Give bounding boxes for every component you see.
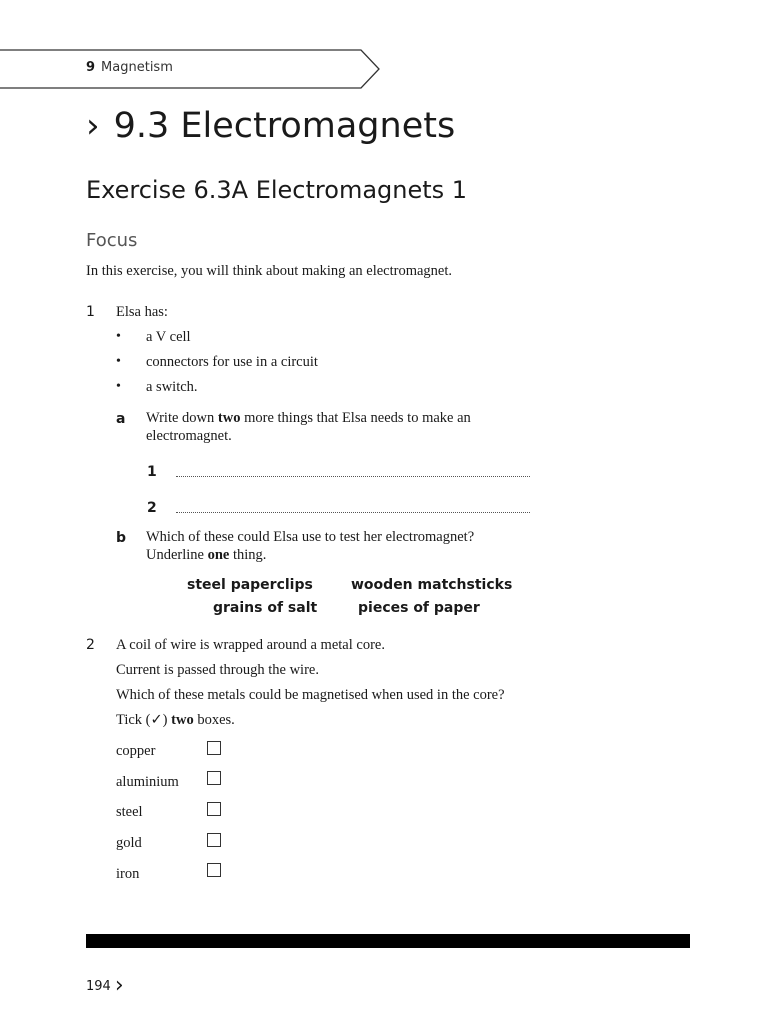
page-number: 194 › — [86, 973, 124, 998]
footer-bar — [86, 934, 690, 948]
option-pieces-of-paper[interactable]: pieces of paper — [358, 600, 480, 616]
checkbox-aluminium[interactable] — [207, 771, 221, 785]
question-2-instruction: Tick (✓) two boxes. — [116, 712, 235, 728]
question-1-number: 1 — [86, 304, 95, 320]
checkbox-gold[interactable] — [207, 833, 221, 847]
question-1-stem: Elsa has: — [116, 304, 168, 320]
answer-line-1[interactable] — [176, 476, 530, 477]
metal-label-iron: iron — [116, 866, 140, 882]
section-title — [86, 106, 455, 146]
bullet-icon: • — [116, 329, 121, 344]
option-grains-of-salt[interactable]: grains of salt — [213, 600, 318, 616]
question-2-line: Which of these metals could be magnetised when used in the core? — [116, 687, 505, 703]
part-a-text: Write down two more things that Elsa needs to make an electromagnet. — [146, 410, 471, 444]
tick-icon: ✓ — [150, 712, 163, 728]
question-2-number: 2 — [86, 637, 95, 653]
answer-line-2[interactable] — [176, 512, 530, 513]
part-b-letter: b — [116, 530, 127, 546]
part-b-line-2: Underline one thing. — [146, 547, 267, 563]
checkbox-copper[interactable] — [207, 741, 221, 755]
metal-label-steel: steel — [116, 804, 143, 820]
section-title-text: 9.3 Electromagnets — [113, 106, 456, 146]
focus-intro: In this exercise, you will think about making an electromagnet. — [86, 263, 453, 279]
focus-heading: Focus — [86, 230, 138, 251]
chapter-header — [86, 60, 173, 75]
chapter-title: Magnetism — [101, 60, 173, 75]
option-steel-paperclips[interactable]: steel paperclips — [187, 577, 313, 593]
chapter-number: 9 — [86, 60, 96, 75]
answer-label-1: 1 — [147, 464, 157, 480]
chevron-right-icon: › — [86, 106, 100, 146]
metal-label-gold: gold — [116, 835, 142, 851]
option-wooden-matchsticks[interactable]: wooden matchsticks — [351, 577, 513, 593]
chapter-header-tab — [0, 49, 380, 89]
bullet-item: a V cell — [146, 329, 191, 345]
bullet-item: a switch. — [146, 379, 198, 395]
bullet-item: connectors for use in a circuit — [146, 354, 318, 370]
checkbox-iron[interactable] — [207, 863, 221, 877]
question-2-line: A coil of wire is wrapped around a metal core. — [116, 637, 385, 653]
bullet-icon: • — [116, 379, 121, 394]
bullet-icon: • — [116, 354, 121, 369]
metal-label-copper: copper — [116, 743, 156, 759]
metal-label-aluminium: aluminium — [116, 774, 179, 790]
question-2-line: Current is passed through the wire. — [116, 662, 319, 678]
part-a-letter: a — [116, 411, 126, 427]
chevron-right-icon: › — [114, 973, 124, 998]
checkbox-steel[interactable] — [207, 802, 221, 816]
answer-label-2: 2 — [147, 500, 157, 516]
exercise-title: Exercise 6.3A Electromagnets 1 — [86, 176, 468, 204]
part-b-line-1: Which of these could Elsa use to test her electromagnet? — [146, 529, 475, 545]
